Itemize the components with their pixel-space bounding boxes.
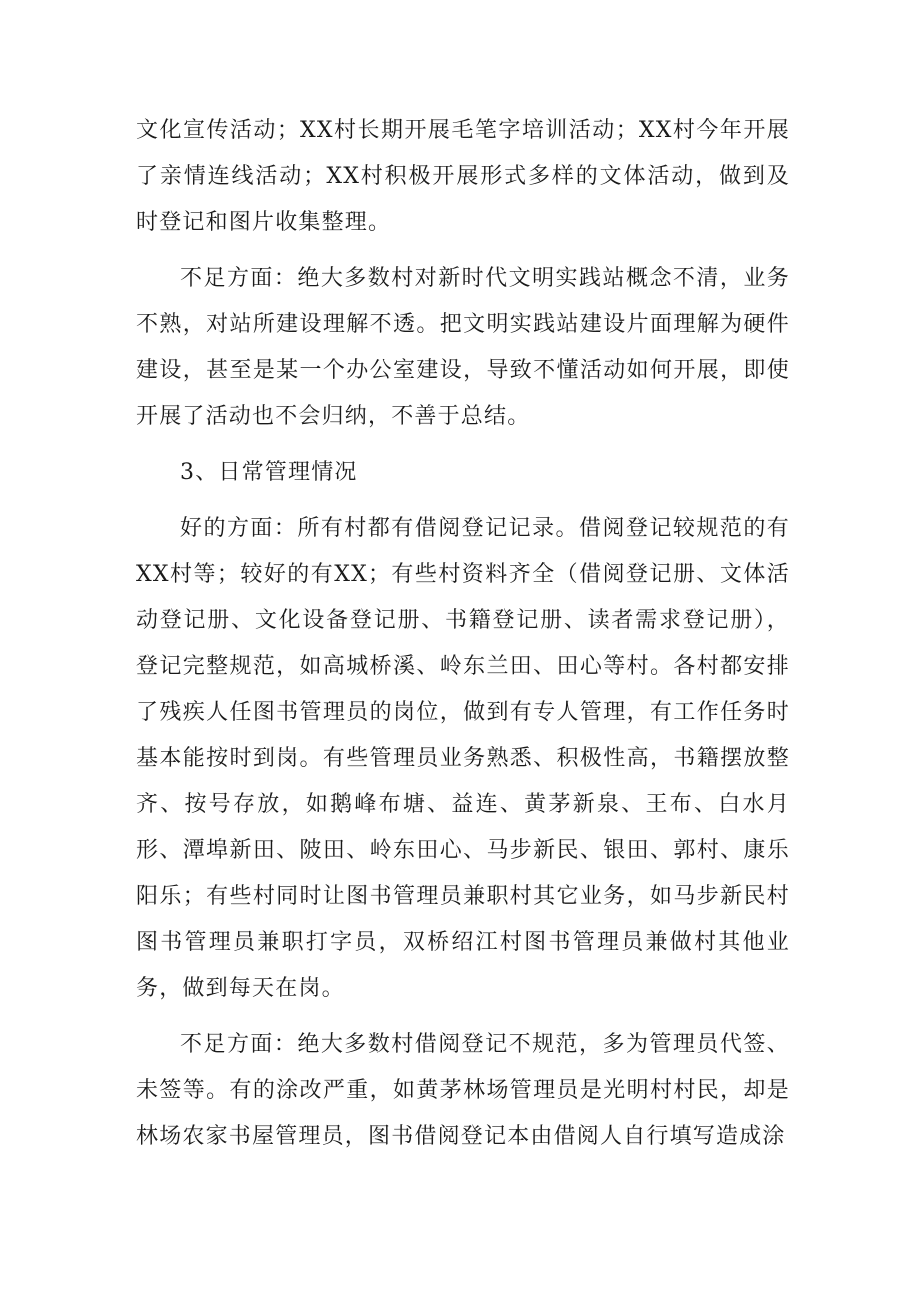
document-page	[136, 108, 790, 1160]
paragraph-1: 文化宣传活动；XX村长期开展毛笔字培训活动；XX村今年开展了亲情连线活动；XX村积极开展形式多样的文体活动，做到及时登记和图片收集整理。	[136, 118, 790, 235]
paragraph-3: 好的方面：所有村都有借阅登记记录。借阅登记较规范的有XX村等；较好的有XX；有些村资料齐全（借阅登记册、文体活动登记册、文化设备登记册、书籍登记册、读者需求登记册），登记完整规范，如高城桥溪、岭东兰田、田心等村。各村都安排了残疾人任图书管理员的岗位，做到有专人管理，有工作任务时基本能按时到岗。有些管理员业务熟悉、积极性高，书籍摆放整齐、按号存放，如鹅峰布塘、益连、黄茅新泉、王布、白水月形、潭埠新田、陂田、岭东田心、马步新民、银田、郭村、康乐阳乐；有些村同时让图书管理员兼职村其它业务，如马步新民村图书管理员兼职打字员，双桥绍江村图书管理员兼做村其他业务，做到每天在岗。	[136, 516, 790, 1001]
paragraph-2: 不足方面：绝大多数村对新时代文明实践站概念不清，业务不熟，对站所建设理解不透。把文明实践站建设片面理解为硬件建设，甚至是某一个办公室建设，导致不懂活动如何开展，即使开展了活动也不会归纳，不善于总结。	[136, 266, 790, 429]
paragraph-4: 不足方面：绝大多数村借阅登记不规范，多为管理员代签、未签等。有的涂改严重，如黄茅林场管理员是光明村村民，却是林场农家书屋管理员，图书借阅登记本由借阅人自行填写造成涂	[136, 1032, 790, 1149]
section-heading: 3、日常管理情况	[180, 460, 358, 485]
